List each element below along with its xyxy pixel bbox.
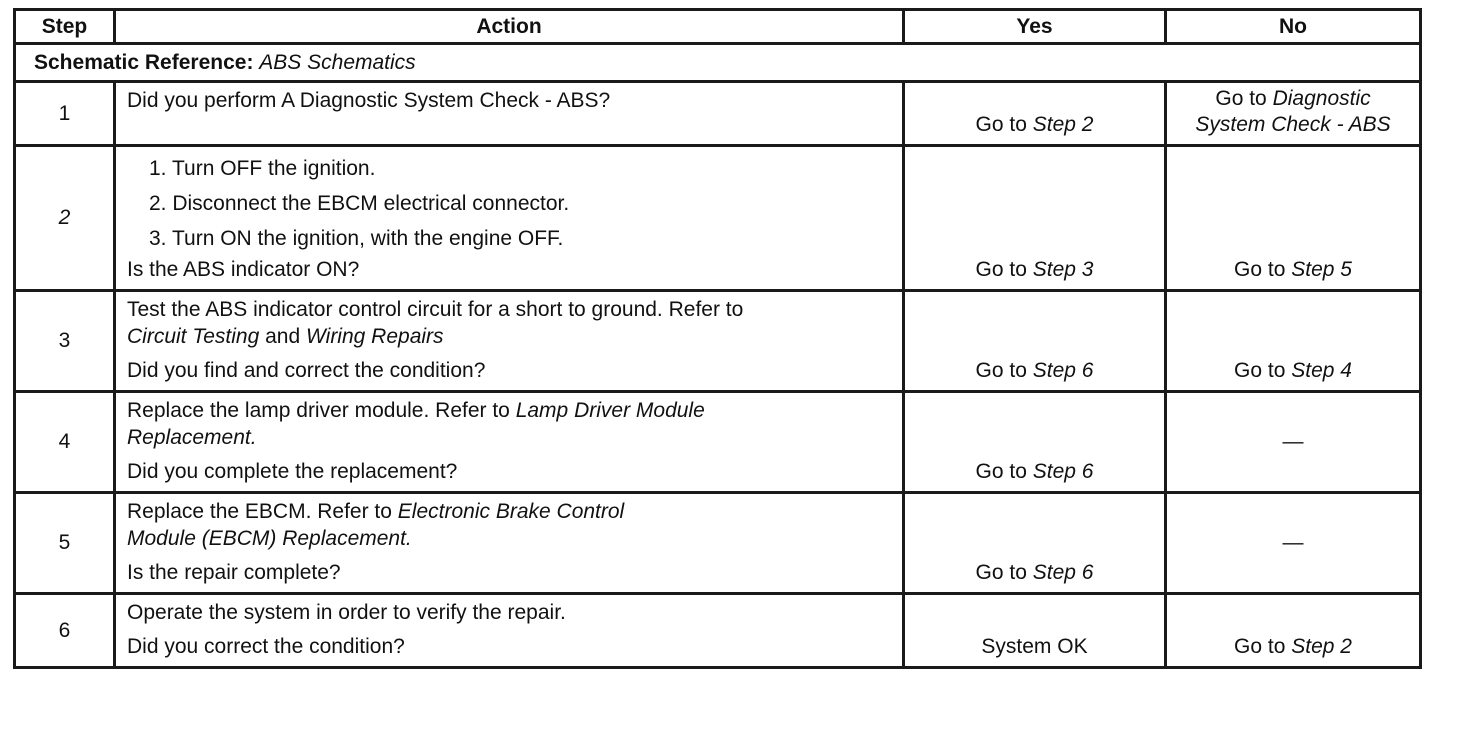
no-prefix: Go to: [1234, 635, 1286, 658]
action-cell: [115, 146, 904, 291]
no-link-part-1[interactable]: Diagnostic: [1272, 87, 1371, 110]
table-row: [15, 146, 1421, 291]
header-action: Action: [115, 10, 904, 44]
conjunction-text: and: [265, 325, 301, 348]
header-yes: Yes: [904, 10, 1166, 44]
no-cell: [1166, 82, 1421, 146]
yes-prefix: Go to: [975, 258, 1027, 281]
action-text: Replace the lamp driver module. Refer to: [127, 399, 510, 422]
question-text: Did you perform A Diagnostic System Check - ABS?: [127, 89, 611, 112]
action-text: Replace the EBCM. Refer to: [127, 500, 392, 523]
no-dash: —: [1282, 531, 1304, 554]
no-cell: [1166, 291, 1421, 392]
action-cell: [115, 493, 904, 594]
list-item: 1. Turn OFF the ignition.: [149, 157, 376, 180]
wiring-repairs-link[interactable]: Wiring Repairs: [306, 325, 444, 348]
header-no: No: [1166, 10, 1421, 44]
question-text: Did you complete the replacement?: [127, 460, 458, 483]
ebcm-link-part-1[interactable]: Electronic Brake Control: [397, 500, 625, 523]
yes-cell: [904, 493, 1166, 594]
yes-cell: [904, 392, 1166, 493]
lamp-driver-module-link[interactable]: Lamp Driver Module: [515, 399, 705, 422]
action-cell: [115, 392, 904, 493]
replacement-link[interactable]: Replacement.: [127, 426, 257, 449]
action-text: Operate the system in order to verify the repair.: [127, 601, 566, 624]
schematic-reference-row: [15, 44, 1421, 82]
no-step-link[interactable]: Step 2: [1291, 635, 1352, 658]
yes-prefix: Go to: [975, 359, 1027, 382]
yes-step-link[interactable]: Step 6: [1032, 460, 1094, 483]
step-number: 3: [15, 291, 115, 392]
no-prefix: Go to: [1234, 359, 1286, 382]
yes-step-link[interactable]: Step 6: [1032, 561, 1094, 584]
step-number-text: 2: [58, 206, 71, 229]
no-cell: [1166, 392, 1421, 493]
no-step-link[interactable]: Step 5: [1291, 258, 1352, 281]
question-text: Is the ABS indicator ON?: [127, 258, 360, 281]
circuit-testing-link[interactable]: Circuit Testing: [127, 325, 260, 348]
yes-result: System OK: [981, 635, 1088, 658]
question-text: Did you find and correct the condition?: [127, 359, 486, 382]
question-text: Did you correct the condition?: [127, 635, 405, 658]
no-step-link[interactable]: Step 4: [1291, 359, 1352, 382]
table-row: [15, 493, 1421, 594]
no-prefix: Go to: [1234, 258, 1286, 281]
header-row: [15, 10, 1421, 44]
yes-step-link[interactable]: Step 6: [1032, 359, 1094, 382]
action-cell: [115, 291, 904, 392]
action-cell: [115, 594, 904, 668]
no-cell: [1166, 146, 1421, 291]
step-number: 6: [15, 594, 115, 668]
action-cell: [115, 82, 904, 146]
table-row: [15, 291, 1421, 392]
ebcm-link-part-2[interactable]: Module (EBCM) Replacement.: [127, 527, 412, 550]
schematic-reference: [15, 44, 1421, 82]
step-number: [15, 146, 115, 291]
table-row: [15, 594, 1421, 668]
no-cell: [1166, 594, 1421, 668]
diagnostic-table: [13, 8, 1422, 669]
list-item: 3. Turn ON the ignition, with the engine OFF.: [149, 227, 564, 250]
yes-cell: [904, 594, 1166, 668]
no-prefix: Go to: [1215, 87, 1267, 110]
question-text: Is the repair complete?: [127, 561, 341, 584]
yes-step-link[interactable]: Step 3: [1032, 258, 1094, 281]
table-row: [15, 82, 1421, 146]
no-cell: [1166, 493, 1421, 594]
yes-step-link[interactable]: Step 2: [1032, 113, 1094, 136]
yes-prefix: Go to: [975, 460, 1027, 483]
yes-prefix: Go to: [975, 113, 1027, 136]
yes-cell: [904, 146, 1166, 291]
yes-prefix: Go to: [975, 561, 1027, 584]
step-number: 1: [15, 82, 115, 146]
schematic-reference-label: Schematic Reference:: [34, 50, 254, 74]
yes-cell: [904, 291, 1166, 392]
table-row: [15, 392, 1421, 493]
step-number: 5: [15, 493, 115, 594]
header-step: Step: [15, 10, 115, 44]
schematic-reference-link[interactable]: ABS Schematics: [259, 50, 416, 74]
yes-cell: [904, 82, 1166, 146]
list-item: 2. Disconnect the EBCM electrical connector.: [149, 192, 570, 215]
no-link-part-2[interactable]: System Check - ABS: [1195, 113, 1391, 136]
action-text: Test the ABS indicator control circuit for a short to ground. Refer to: [127, 298, 744, 321]
no-dash: —: [1282, 430, 1304, 453]
step-number: 4: [15, 392, 115, 493]
